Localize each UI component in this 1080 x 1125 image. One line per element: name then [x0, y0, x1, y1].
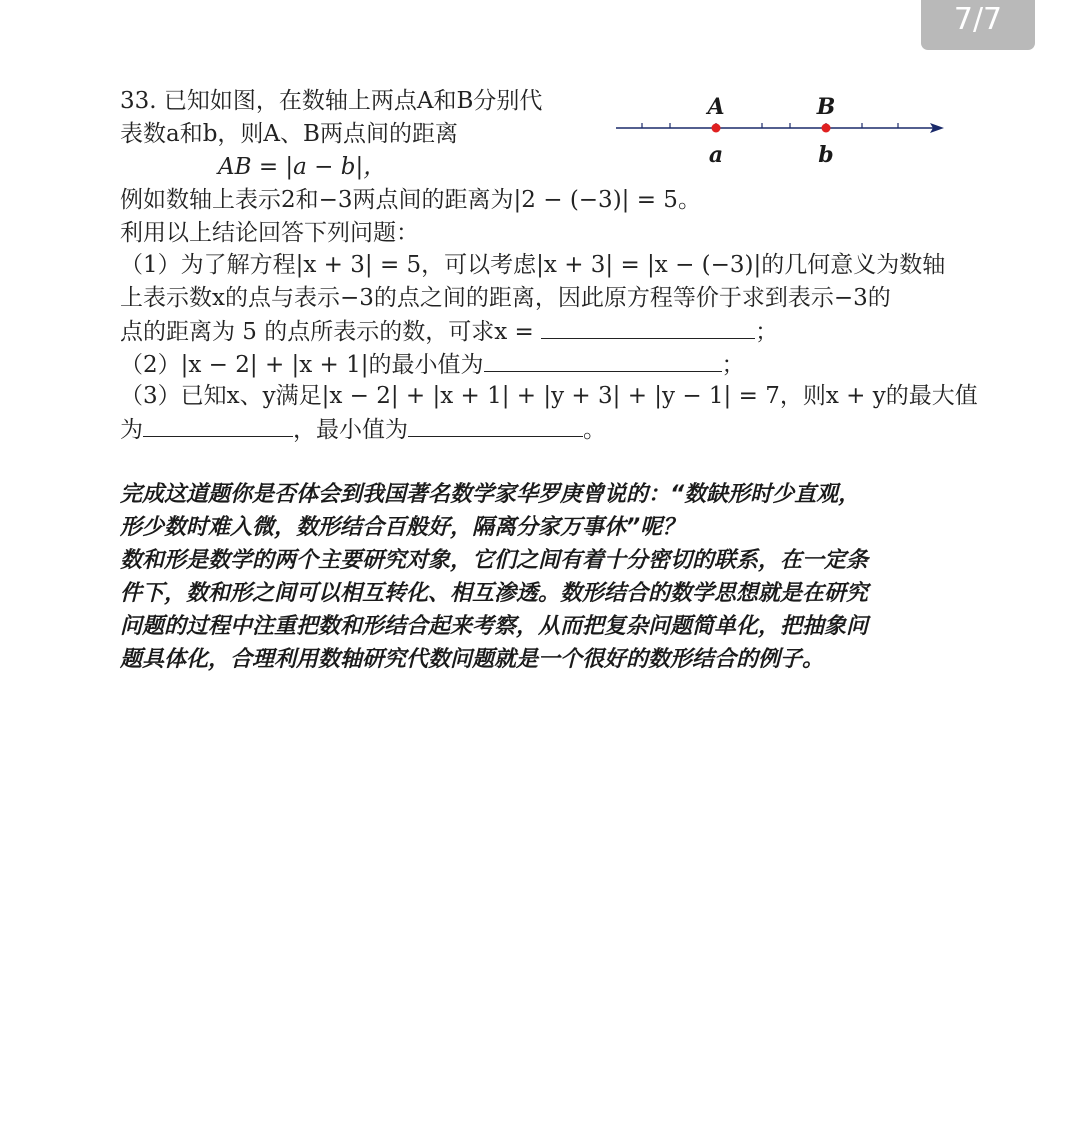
question-3-min-blank[interactable] [408, 414, 583, 437]
question-3-max-blank[interactable] [143, 414, 293, 437]
question-1-end: ； [755, 319, 779, 345]
question-2-answer-blank[interactable] [484, 349, 722, 372]
question-1-line-2: 上表示数x的点与表示−3的点之间的距离，因此原方程等价于求到表示−3的 [120, 285, 891, 311]
question-3-line-1: （3）已知x、y满足|x − 2| + |x + 1| + |y + 3| + |y − 1| = 7，则x + y的最大值 [120, 383, 978, 409]
page-indicator: 7/7 [921, 0, 1035, 50]
question-1-line-1: （1）为了解方程|x + 3| = 5，可以考虑|x + 3| = |x − (−3)|的几何意义为数轴 [120, 252, 946, 278]
number-line-svg [612, 90, 952, 170]
number-line-figure [612, 90, 952, 170]
question-1-answer-blank[interactable] [541, 316, 755, 339]
note-paragraph-2 [120, 544, 970, 676]
question-3-end: 。 [583, 417, 606, 443]
note-p1-line-1: 完成这道题你是否体会到我国著名数学家华罗庚曾说的：“数缺形时少直观， [120, 482, 861, 507]
point-a-dot [712, 124, 721, 133]
note-p2-line-3: 问题的过程中注重把数和形结合起来考察，从而把复杂问题简单化，把抽象问 [120, 614, 869, 639]
problem-example-line: 例如数轴上表示2和−3两点间的距离为|2 − (−3)| = 5。 [120, 187, 701, 213]
value-a-label: a [708, 142, 724, 168]
question-2-line [120, 349, 745, 380]
question-3-prefix: 为 [120, 417, 143, 443]
note-p2-line-4: 题具体化，合理利用数轴研究代数问题就是一个很好的数形结合的例子。 [120, 647, 825, 672]
problem-instruction-line: 利用以上结论回答下列问题： [120, 220, 419, 246]
note-paragraph-1 [120, 478, 970, 544]
formula-text: AB = |a − b|， [218, 154, 387, 180]
point-b-label: B [816, 94, 836, 120]
note-p1-line-2: 形少数时难入微，数形结合百般好，隔离分家万事休”呢？ [120, 515, 685, 540]
problem-line-1: 33. 已知如图，在数轴上两点A和B分别代 [120, 88, 543, 114]
problem-line-2: 表数a和b，则A、B两点间的距离 [120, 121, 458, 147]
note-p2-line-1: 数和形是数学的两个主要研究对象，它们之间有着十分密切的联系，在一定条 [120, 548, 869, 573]
question-1-text: 点的距离为 5 的点所表示的数，可求x = [120, 319, 542, 345]
question-3-mid: ，最小值为 [293, 417, 408, 443]
value-b-label: b [818, 142, 834, 168]
distance-formula [218, 152, 386, 182]
question-3-line-2 [120, 414, 606, 445]
question-2-text: （2）|x − 2| + |x + 1|的最小值为 [120, 352, 484, 378]
note-p2-line-2: 件下，数和形之间可以相互转化、相互渗透。数形结合的数学思想就是在研究 [120, 581, 869, 606]
point-a-label: A [707, 94, 725, 120]
point-b-dot [822, 124, 831, 133]
question-1-line-3 [120, 316, 778, 347]
question-2-end: ； [721, 352, 745, 378]
